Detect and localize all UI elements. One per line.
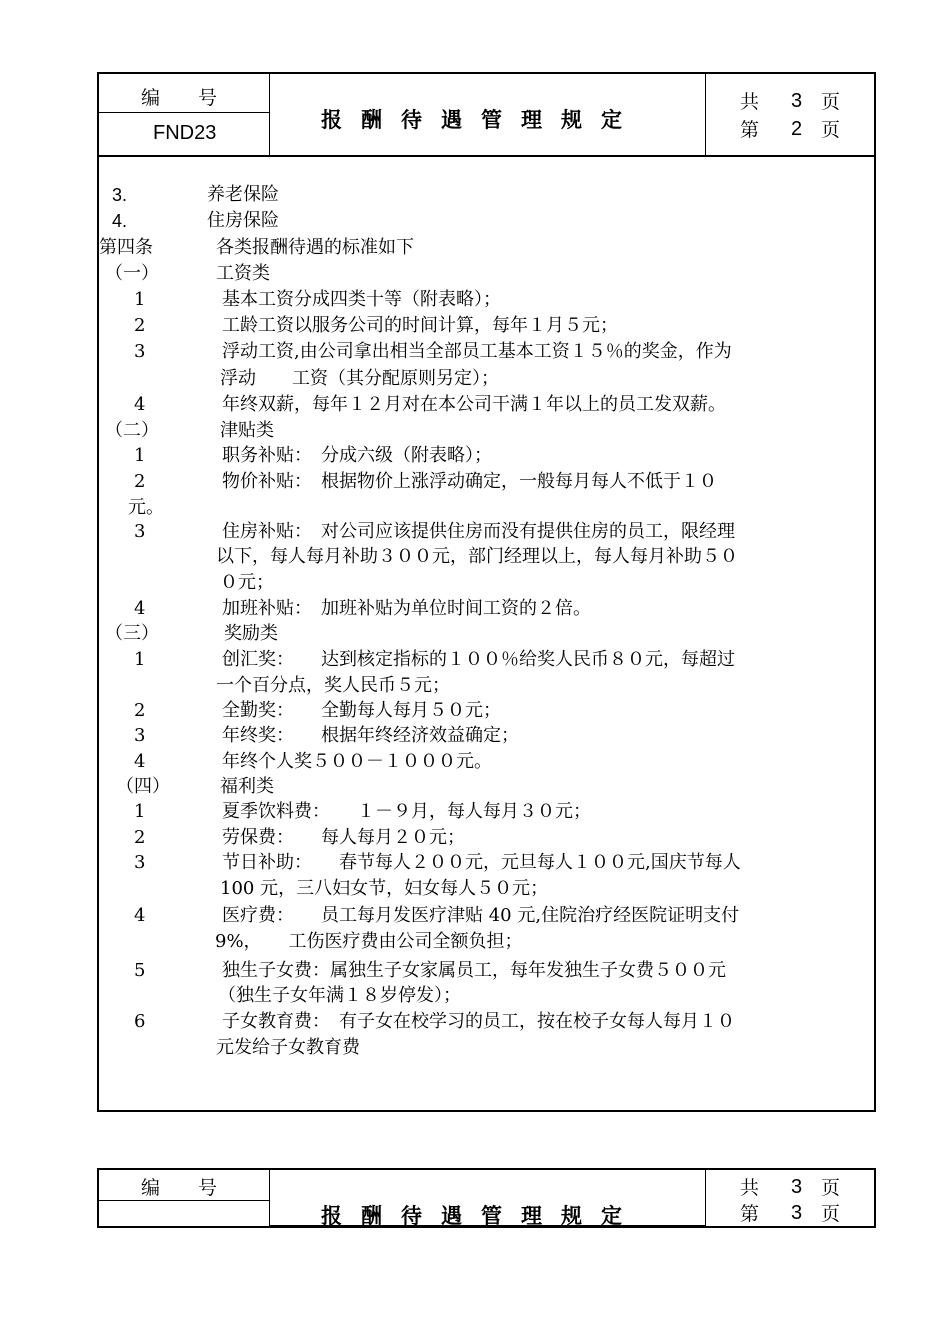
article-heading: 第四条 [99,237,153,258]
item-number: 3 [134,852,146,873]
item-text: 医疗费： 员工每月发医疗津贴 40 元,住院治疗经医院证明支付 [222,905,740,926]
section-title: 工资类 [216,263,270,284]
item-text: 养老保险 [207,184,279,205]
item-text: 夏季饮料费： １－９月，每人每月３０元； [222,801,591,822]
header-divider [99,1200,269,1201]
item-text: 以下，每人每月补助３００元，部门经理以上，每人每月补助５０ [216,546,738,567]
total-pages: 3 [791,1176,803,1198]
item-text: 节日补助： 春节每人２００元，元旦每人１００元,国庆节每人 [222,852,741,873]
item-text: 元发给子女教育费 [216,1037,360,1058]
item-text: ０元； [220,572,274,593]
item-text: 住房补贴： 对公司应该提供住房而没有提供住房的员工，限经理 [222,521,735,542]
item-text: 年终奖： 根据年终经济效益确定； [222,725,519,746]
item-text: 年终个人奖５００－１０００元。 [222,751,492,772]
header-divider [705,1170,706,1226]
item-number: 4 [134,394,146,415]
item-text: 9%， 工伤医疗费由公司全额负担； [215,931,523,952]
total-unit: 页 [821,1177,841,1199]
document-title: 报酬待遇管理规定 [321,107,641,132]
item-text: 劳保费： 每人每月２０元； [222,827,465,848]
next-page-header [97,1168,876,1228]
item-number: 4 [134,905,146,926]
item-number: 3 [134,725,146,746]
item-text: 职务补贴： 分成六级（附表略）； [222,445,492,466]
page-label: 第 [740,119,760,141]
header-divider [269,74,270,155]
code-value: FND23 [153,122,217,144]
item-number: 2 [134,827,146,848]
item-number: 3. [112,185,128,205]
code-label: 编 号 [141,1177,218,1199]
item-number: 2 [134,700,146,721]
page-unit: 页 [821,1203,841,1225]
item-text: 独生子女费：属独生子女家属员工，每年发独生子女费５００元 [222,960,726,981]
header-divider [99,112,269,113]
item-text: 全勤奖： 全勤每人每月５０元； [222,700,501,721]
page-number: 2 [791,118,803,140]
item-number: 3 [134,521,146,542]
section-number: （二） [105,420,159,441]
header-divider [705,74,706,155]
page-unit: 页 [821,119,841,141]
code-label: 编 号 [141,87,218,109]
section-title: 福利类 [220,776,274,797]
total-pages: 3 [791,90,803,112]
total-unit: 页 [821,91,841,113]
item-text: 浮动 工资（其分配原则另定）； [220,368,499,389]
item-text: 子女教育费： 有子女在校学习的员工，按在校子女每人每月１０ [222,1011,735,1032]
item-text: 加班补贴： 加班补贴为单位时间工资的２倍。 [222,598,591,619]
item-text: 浮动工资,由公司拿出相当全部员工基本工资１５％的奖金，作为 [222,341,732,362]
item-text: 创汇奖： 达到核定指标的１００％给奖人民币８０元，每超过 [222,649,735,670]
item-text: 工龄工资以服务公司的时间计算，每年１月５元； [222,315,618,336]
item-text: 住房保险 [207,210,279,231]
item-number: 4. [112,211,128,231]
section-number: （一） [105,263,159,284]
item-number: 2 [134,315,146,336]
item-number: 5 [134,960,146,981]
page-number: 3 [791,1202,803,1224]
total-label: 共 [740,91,760,113]
item-text: （独生子女年满１８岁停发）； [218,985,461,1006]
page-header [97,72,876,157]
item-text: 元。 [128,497,164,518]
section-number: （四） [116,776,170,797]
item-number: 6 [134,1011,146,1032]
page-label: 第 [740,1203,760,1225]
item-number: 1 [134,289,146,310]
item-text: 各类报酬待遇的标准如下 [216,237,414,258]
section-number: （三） [105,623,159,644]
item-text: 100 元，三八妇女节，妇女每人５０元； [220,878,549,899]
item-text: 年终双薪，每年１２月对在本公司干满１年以上的员工发双薪。 [222,394,726,415]
item-number: 2 [134,471,146,492]
item-number: 1 [134,649,146,670]
item-number: 4 [134,751,146,772]
item-number: 3 [134,341,146,362]
document-title: 报酬待遇管理规定 [321,1203,641,1228]
item-text: 物价补贴： 根据物价上涨浮动确定，一般每月每人不低于１０ [222,471,717,492]
section-title: 奖励类 [224,623,278,644]
item-number: 1 [134,801,146,822]
item-text: 一个百分点，奖人民币５元； [216,675,450,696]
section-title: 津贴类 [220,420,274,441]
header-divider [269,1170,270,1226]
item-text: 基本工资分成四类十等（附表略）； [222,289,501,310]
total-label: 共 [740,1177,760,1199]
item-number: 4 [134,598,146,619]
item-number: 1 [134,445,146,466]
